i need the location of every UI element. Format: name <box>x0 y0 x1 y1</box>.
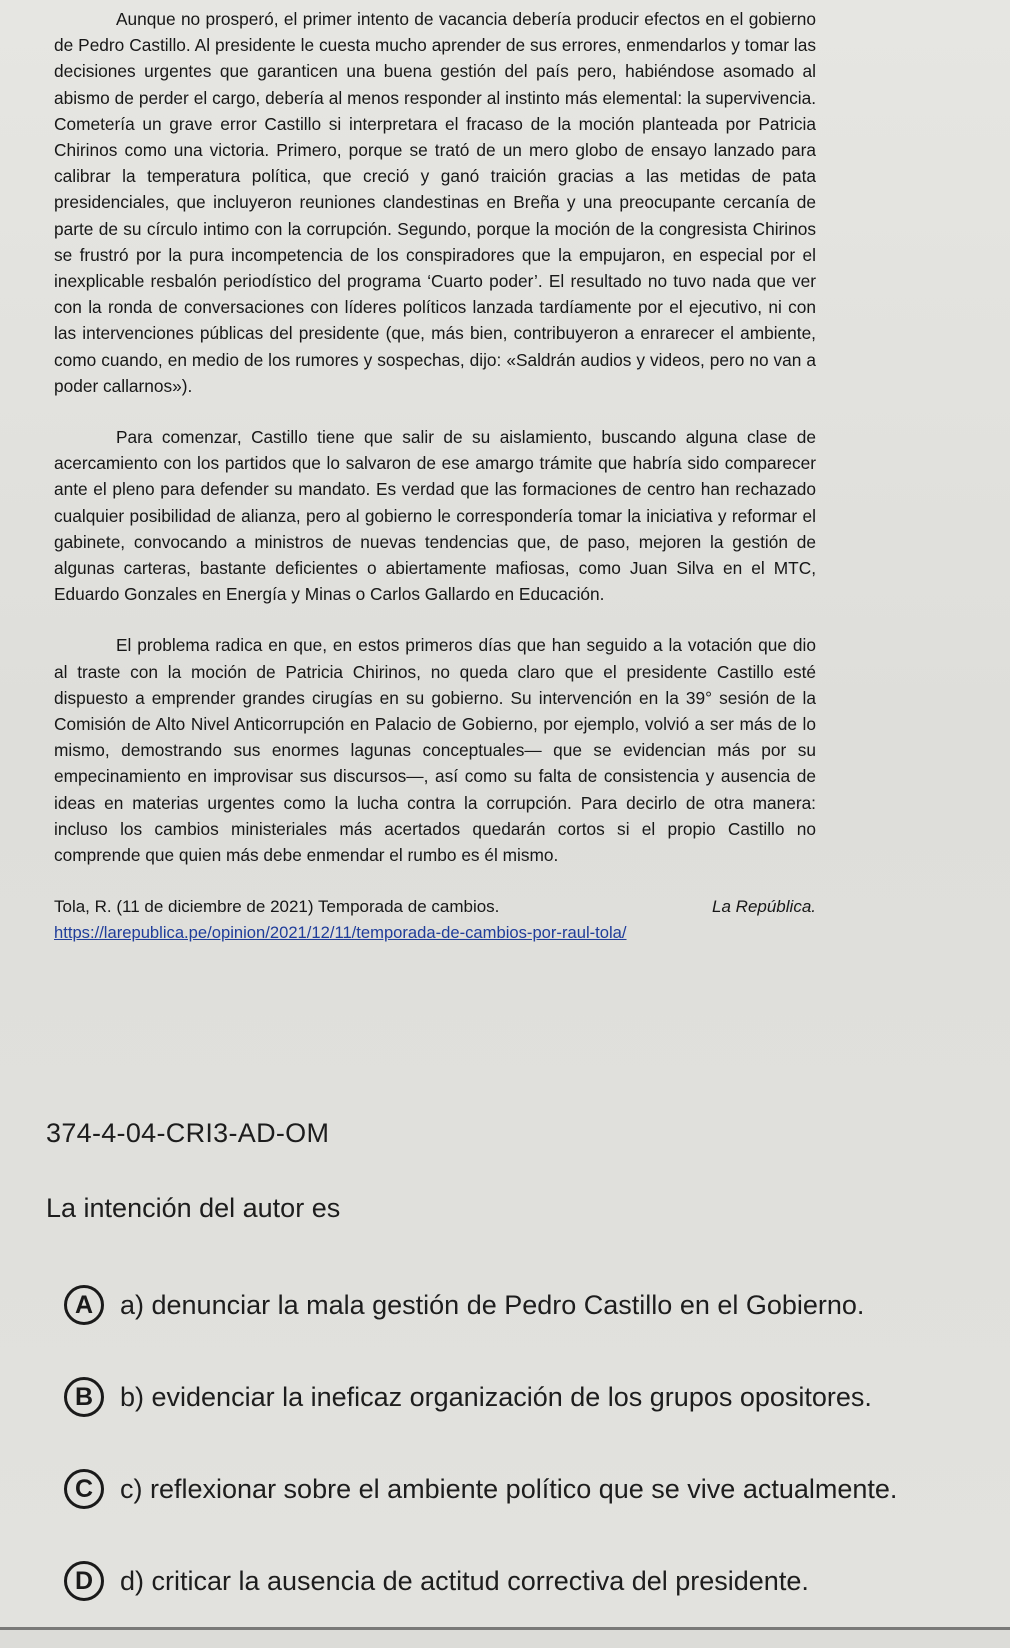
citation-prefix: Tola, R. (11 de diciembre de 2021) Temporada de cambios. <box>54 897 500 917</box>
passage-paragraph-1: Aunque no prosperó, el primer intento de vacancia debería producir efectos en el gobierno de Pedro Castillo. Al presidente le cuesta mucho aprender de sus errores, enmendarlos y tomar las decisiones urgentes que garanticen una buena gestión del país pero, habiéndose asomado al abismo de perder el cargo, debería al menos responder al instinto más elemental: la supervivencia. Cometería un grave error Castillo si interpretara el fracaso de la moción planteada por Patricia Chirinos como una victoria. Primero, porque se trató de un mero globo de ensayo lanzado para calibrar la temperatura política, que creció y ganó traición gracias a las metidas de pata presidenciales, que incluyeron reuniones clandestinas en Breña y una preocupante cercanía de parte de su círculo intimo con la corrupción. Segundo, porque la moción de la congresista Chirinos se frustró por la pura incompetencia de los conspiradores que la empujaron, en especial por el inexplicable resbalón periodístico del programa ‘Cuarto poder’. El resultado no tuvo nada que ver con la ronda de conversaciones con líderes políticos lanzada tardíamente por el ejecutivo, ni con las intervenciones públicas del presidente (que, más bien, contribuyeron a enrarecer el ambiente, como cuando, en medio de los rumores y sospechas, dijo: «Saldrán audios y videos, pero no van a poder callarnos»). <box>54 9 816 396</box>
passage-paragraph-2: Para comenzar, Castillo tiene que salir de su aislamiento, buscando alguna clase de acercamiento con los partidos que lo salvaron de ese amargo trámite que habría sido comparecer ante el pleno para defender su mandato. Es verdad que las formaciones de centro han rechazado cualquier posibilidad de alianza, pero al gobierno le correspondería tomar la iniciativa y reformar el gabinete, convocando a ministros de nuevas tendencias que, de paso, mejoren la gestión de algunas carteras, bastante deficientes o abiertamente mafiosas, como Juan Silva en el MTC, Eduardo Gonzales en Energía y Minas o Carlos Gallardo en Educación. <box>54 427 816 605</box>
option-c[interactable] <box>64 1464 1004 1514</box>
option-d[interactable] <box>64 1556 1004 1606</box>
option-a-letter-circle[interactable]: A <box>64 1285 104 1325</box>
passage-paragraph-3: El problema radica en que, en estos primeros días que han seguido a la votación que dio al traste con la moción de Patricia Chirinos, no queda claro que el presidente Castillo esté dispuesto a emprender grandes cirugías en su gobierno. Su intervención en la 39° sesión de la Comisión de Alto Nivel Anticorrupción en Palacio de Gobierno, por ejemplo, volvió a ser más de lo mismo, demostrando sus enormes lagunas conceptuales— que se evidencian más por su empecinamiento en improvisar sus discursos—, así como su falta de consistencia y ausencia de ideas en materias urgentes como la lucha contra la corrupción. Para decirlo de otra manera: incluso los cambios ministeriales más acertados quedarán cortos si el propio Castillo no comprende que quien más debe enmendar el rumbo es él mismo. <box>54 635 816 866</box>
option-b-letter-circle[interactable]: B <box>64 1377 104 1417</box>
citation-link[interactable]: https://larepublica.pe/opinion/2021/12/11/temporada-de-cambios-por-raul-tola/ <box>54 923 627 943</box>
option-d-letter-circle[interactable]: D <box>64 1561 104 1601</box>
question-stem: La intención del autor es <box>46 1193 341 1223</box>
citation-source: La República. <box>712 897 816 917</box>
option-d-text: d) criticar la ausencia de actitud correctiva del presidente. <box>120 1565 809 1596</box>
option-a[interactable] <box>64 1280 1004 1330</box>
reading-passage <box>54 6 816 946</box>
option-c-letter-circle[interactable]: C <box>64 1469 104 1509</box>
option-b-text: b) evidenciar la ineficaz organización de los grupos opositores. <box>120 1381 872 1412</box>
citation <box>54 894 816 946</box>
option-a-text: a) denunciar la mala gestión de Pedro Castillo en el Gobierno. <box>120 1289 865 1320</box>
option-b[interactable] <box>64 1372 1004 1422</box>
option-c-text: c) reflexionar sobre el ambiente político que se vive actualmente. <box>120 1473 898 1504</box>
citation-reference <box>54 894 816 920</box>
answer-options <box>64 1280 1004 1648</box>
question-code: 374-4-04-CRI3-AD-OM <box>46 1118 330 1148</box>
